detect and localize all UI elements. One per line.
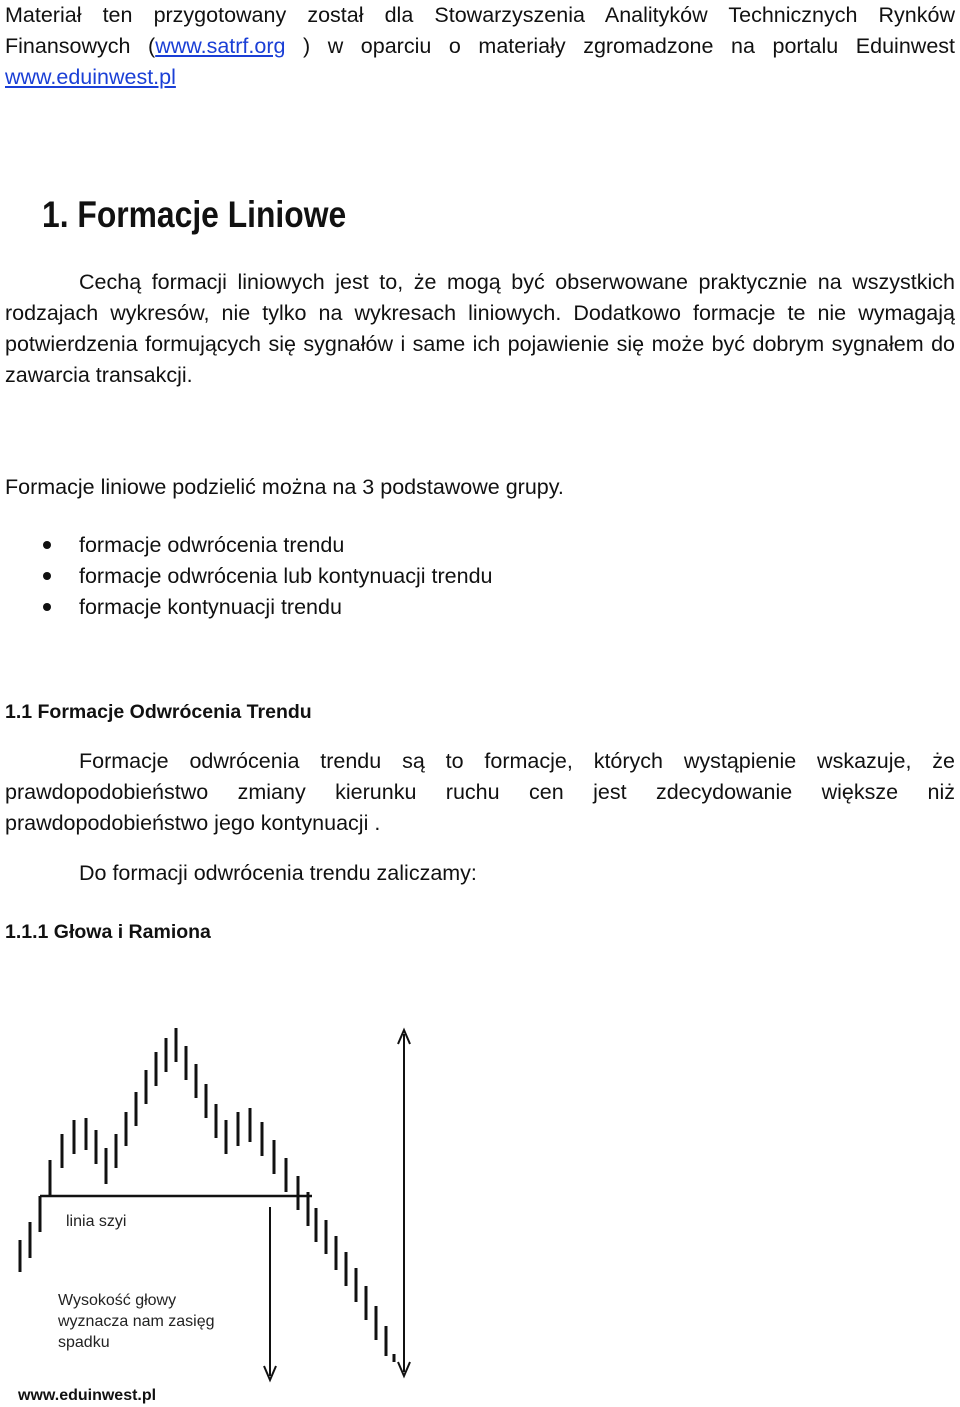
bullet-icon [43,572,51,580]
bullet-icon [43,603,51,611]
groups-intro: Formacje liniowe podzielić można na 3 podstawowe grupy. [5,475,564,499]
height-label-line-2: wyznacza nam zasięg [58,1313,215,1330]
list-item [0,561,493,592]
neckline-label: linia szyi [66,1213,127,1230]
bullet-icon [43,541,51,549]
section1-paragraph: Cechą formacji liniowych jest to, że mogą być obserwowane praktycznie na wszystkich rodzajach wykresów, nie tylko na wykresach liniowych. Dodatkowo formacje te nie wymagają potwierdzenia formujących się sygnałów i same ich pojawienie się może być dobrym sygnałem do zawarcia transakcji. [5,270,955,387]
section-title-formacje-liniowe: 1. Formacje Liniowe [42,194,347,235]
list-item-label: formacje odwrócenia lub kontynuacji trendu [79,564,493,588]
head-and-shoulders-figure [0,1000,960,1407]
section-title-odwrocenia-trendu: 1.1 Formacje Odwrócenia Trendu [5,701,312,723]
intro-note [5,0,955,93]
intro-text-2: ) w oparciu o materiały zgromadzone na portalu Eduinwest [285,34,955,58]
groups-list [0,530,493,623]
section1-1-paragraph: Formacje odwrócenia trendu są to formacje, których wystąpienie wskazuje, że prawdopodobieństwo zmiany kierunku ruchu cen jest zdecydowanie większe niż prawdopodobieństwo jego kontynuacji . [5,749,955,835]
satrf-link[interactable]: www.satrf.org [155,34,286,58]
list-item-label: formacje odwrócenia trendu [79,533,345,557]
height-label-line-1: Wysokość głowy [58,1292,177,1309]
section-title-glowa-i-ramiona: 1.1.1 Głowa i Ramiona [5,921,211,943]
list-item-label: formacje kontynuacji trendu [79,595,342,619]
list-item [0,530,493,561]
height-label-line-3: spadku [58,1334,110,1351]
watermark-label: www.eduinwest.pl [18,1387,157,1404]
eduinwest-link[interactable]: www.eduinwest.pl [5,65,176,89]
list-item [0,592,493,623]
reversal-list-intro: Do formacji odwrócenia trendu zaliczamy: [79,861,477,885]
intro-text-1: Materiał ten przygotowany został dla Stowarzyszenia Analityków Technicznych Rynków Finansowych ( [5,3,955,58]
